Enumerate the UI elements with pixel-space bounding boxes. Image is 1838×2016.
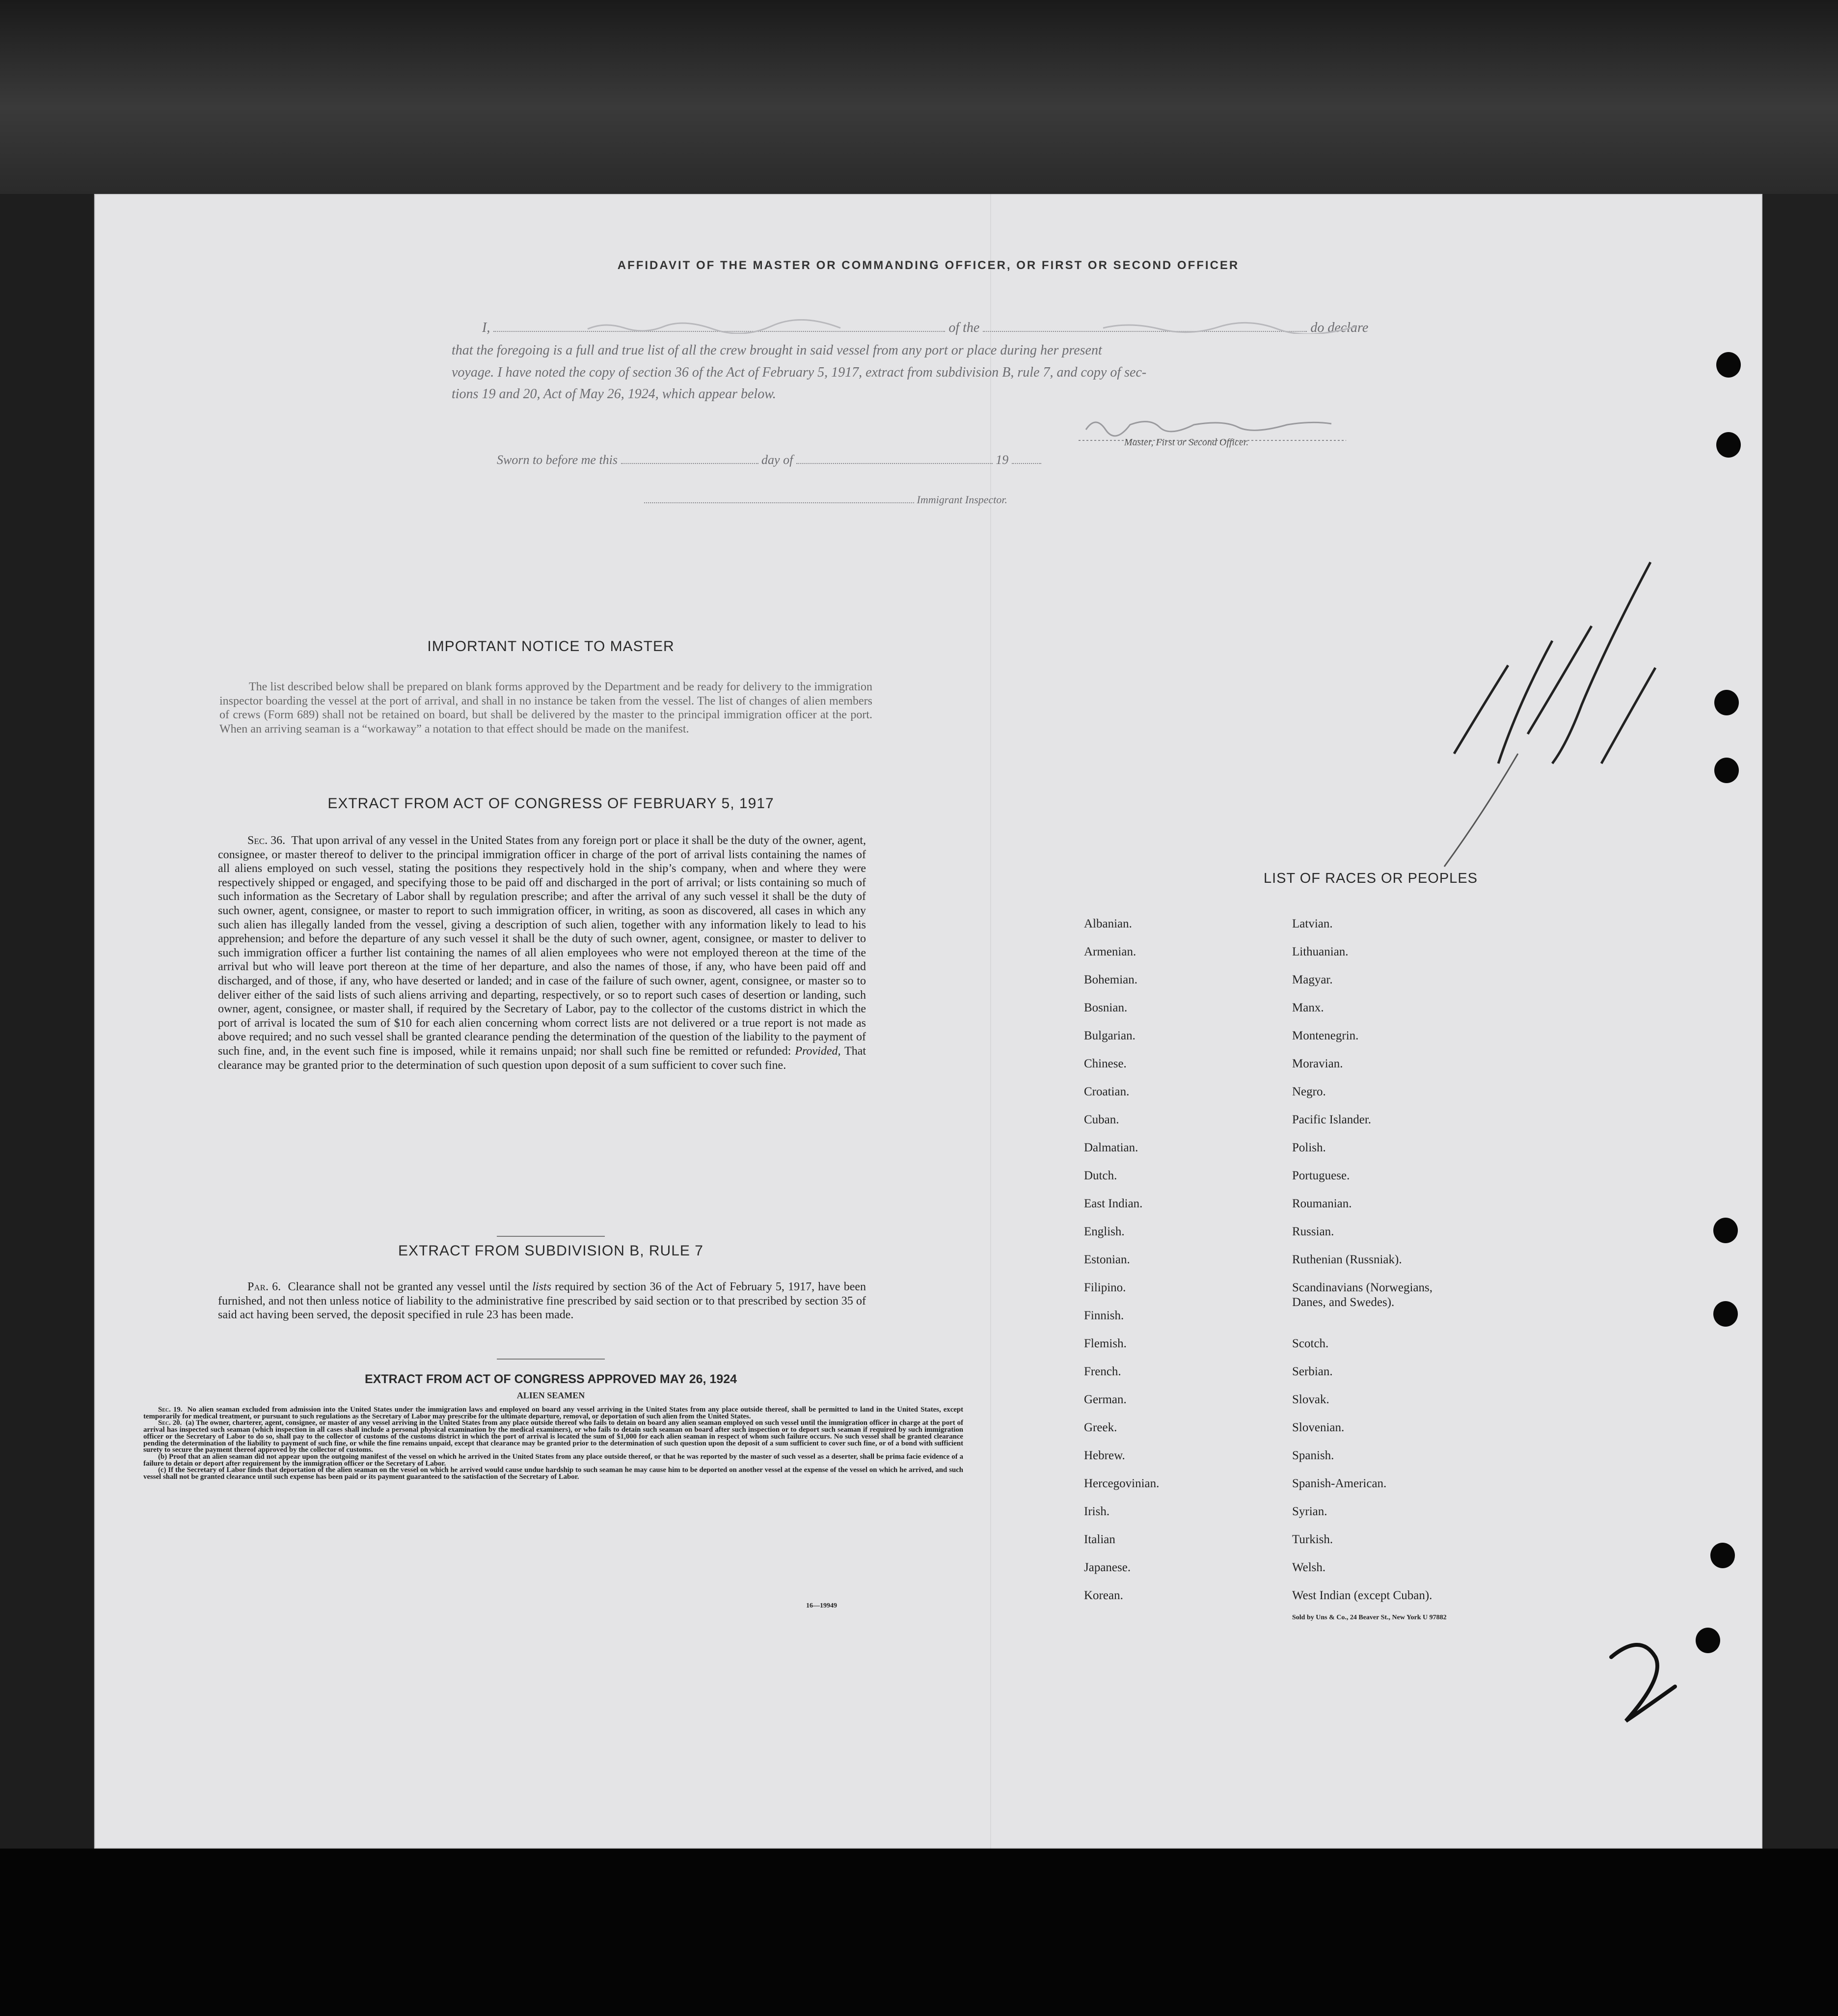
race-item: Bosnian. xyxy=(1084,1001,1128,1014)
inspector-signature-field xyxy=(644,502,914,503)
race-item: Pacific Islander. xyxy=(1292,1113,1372,1126)
notice-paragraph: The list described below shall be prepared on blank forms approved by the Department and be ready for delivery to the immigration inspector boarding the vessel at the port of arrival, and shall in no instance be taken from the vessel. The list of changes of alien members of crews (Form 689) shall not be retained on board, but shall be delivered by the master to the principal immigration officer at the port. When an arriving seaman is a “workaway” a notation to that effect should be made on the manifest. xyxy=(219,681,872,736)
race-item: Albanian. xyxy=(1084,917,1132,930)
sec-20-label: Sec. 20. xyxy=(158,1419,182,1427)
sec-36-paragraph xyxy=(218,834,866,1072)
handwritten-vessel xyxy=(1101,319,1376,334)
race-item: Serbian. xyxy=(1292,1365,1333,1378)
race-item: Roumanian. xyxy=(1292,1197,1352,1210)
scanner-frame-top xyxy=(0,0,1838,194)
extract-1917-title: EXTRACT FROM ACT OF CONGRESS OF FEBRUARY 5, 1917 xyxy=(327,795,774,812)
race-item: Japanese. xyxy=(1084,1561,1131,1574)
race-item: Flemish. xyxy=(1084,1337,1127,1350)
punch-hole xyxy=(1696,1628,1720,1653)
par-6-text-b: required by section 36 of the Act of February 5, 1917, have been furnished, and not then unless notice of liability to the administrative fine prescribed by said section or to that prescribed by section 35 of said act having been served, the deposit specified in rule 23 has been made. xyxy=(218,1280,866,1322)
race-item: Greek. xyxy=(1084,1421,1117,1434)
sec-20a-text: (a) The owner, charterer, agent, consignee, or master of any vessel arriving in the United States from any place outside thereof who fails to detain on board any alien seaman employed on such vessel until the immigration officer in charge at the port of arrival has inspected such seaman (which inspection in all cases shall include a personal physical examination by the medical examiners), or who fails to detain such seaman on board after such inspection or to deport such seaman if required by such immigration officer or the Secretary of Labor to do so, shall pay to the collector of customs of the customs district in which the port of arrival is located the sum of $1,000 for each alien seaman in respect of whom such failure occurs. No such vessel shall be granted clearance pending the determination of the liability to payment of such fine, or while the fine remains unpaid, except that clearance may be granted prior to the determination of such question upon the deposit of a sum sufficient to cover such fine, or of a bond with sufficient surety to secure the payment thereof approved by the collector of customs. xyxy=(143,1419,963,1454)
race-item: Russian. xyxy=(1292,1225,1334,1238)
sworn-line xyxy=(497,453,1041,467)
extract-rule7-text xyxy=(218,1280,866,1322)
affidavit-line-3: voyage. I have noted the copy of section 36 of the Act of February 5, 1917, extract from subdivision B, rule 7, and copy of sec- xyxy=(452,365,1147,380)
extract-1917-text xyxy=(218,834,866,1072)
race-item: Irish. xyxy=(1084,1505,1110,1518)
scanner-frame-right xyxy=(1762,194,1838,2016)
race-item: Syrian. xyxy=(1292,1505,1327,1518)
race-item: Ruthenian (Russniak). xyxy=(1292,1253,1402,1266)
affidavit-title: AFFIDAVIT OF THE MASTER OR COMMANDING OFFICER, OR FIRST OR SECOND OFFICER xyxy=(617,259,1240,272)
handwritten-page-number xyxy=(1596,1637,1695,1736)
affidavit-line-2: that the foregoing is a full and true list of all the crew brought in said vessel from any port or place during her present xyxy=(452,343,1102,358)
form-number: 16—19949 xyxy=(806,1602,837,1609)
sec-20-paragraph xyxy=(143,1420,963,1454)
race-item: Spanish-American. xyxy=(1292,1477,1387,1490)
race-item: Hebrew. xyxy=(1084,1449,1125,1462)
sec-20c-paragraph: (c) If the Secretary of Labor finds that deportation of the alien seaman on the vessel on which he arrived would cause undue hardship to such seaman he may cause him to be deported on another vessel at the expense of the vessel on which he arrived, and such vessel shall not be granted clearance until such expense has been paid or its payment guaranteed to the satisfaction of the Secretary of Labor. xyxy=(143,1466,963,1481)
document-page xyxy=(94,194,1762,1849)
race-item: Bulgarian. xyxy=(1084,1029,1135,1042)
race-item: Korean. xyxy=(1084,1589,1123,1602)
sworn-day-label: day of xyxy=(761,453,793,467)
race-item: Dalmatian. xyxy=(1084,1141,1138,1154)
races-column-2 xyxy=(1292,917,1459,1616)
scanner-frame-left xyxy=(0,194,93,2016)
race-item: West Indian (except Cuban). xyxy=(1292,1589,1433,1602)
race-item: Moravian. xyxy=(1292,1057,1343,1070)
punch-hole xyxy=(1714,690,1739,715)
race-item: English. xyxy=(1084,1225,1125,1238)
punch-hole xyxy=(1716,432,1741,458)
races-title: LIST OF RACES OR PEOPLES xyxy=(1263,871,1478,886)
extract-1924-title: EXTRACT FROM ACT OF CONGRESS APPROVED MAY 26, 1924 xyxy=(364,1372,737,1386)
race-item: East Indian. xyxy=(1084,1197,1143,1210)
race-item: Manx. xyxy=(1292,1001,1324,1014)
race-item: Negro. xyxy=(1292,1085,1326,1098)
affidavit-of-the: of the xyxy=(948,320,980,335)
race-item: Portuguese. xyxy=(1292,1169,1350,1182)
sworn-month-field xyxy=(796,463,993,464)
punch-hole xyxy=(1713,1218,1738,1243)
races-column-1 xyxy=(1084,917,1159,1616)
race-item: Filipino. xyxy=(1084,1281,1126,1294)
race-item: Magyar. xyxy=(1292,973,1333,986)
handwritten-tally-marks xyxy=(1395,557,1670,872)
extract-1924-text xyxy=(143,1407,963,1481)
inspector-caption: Immigrant Inspector. xyxy=(917,493,1008,506)
race-item: Chinese. xyxy=(1084,1057,1127,1070)
sworn-year-field xyxy=(1012,463,1041,464)
race-item: Dutch. xyxy=(1084,1169,1117,1182)
punch-hole xyxy=(1713,1301,1738,1327)
page-fold xyxy=(990,194,991,1849)
sec-19-label: Sec. 19. xyxy=(158,1406,183,1414)
race-item: Slovenian. xyxy=(1292,1421,1345,1434)
race-item: Turkish. xyxy=(1292,1533,1333,1546)
sec-36-text-a: That upon arrival of any vessel in the United States from any foreign port or place it shall be the duty of the owner, agent, consignee, or master thereof to deliver to the principal immigration officer in charge of the port of arrival lists containing the names of all aliens employed on such vessel, stating the positions they respectively hold in the ship’s company, when and where they were respectively shipped or engaged, and specifying those to be paid off and discharged in the port of arrival; or lists containing so much of such information as the Secretary of Labor shall by regulation prescribe; and after the arrival of any such vessel it shall be the duty of such owner, agent, consignee, or master to report to such immigration officer, in writing, as soon as discovered, all cases in which any such alien has illegally landed from the vessel, giving a description of such alien, together with any information likely to lead to his apprehension; and before the departure of any such vessel it shall be the duty of such owner, agent, consignee, or master to deliver to such immigration officer a further list containing the names of all alien employees who were not employed thereon at the time of the arrival but who will leave port thereon at the time of her departure, and also the names of those, if any, who have been paid off and discharged, and of those, if any, who have deserted or landed; and in case of the failure of such owner, agent, consignee, or master so to deliver either of the said lists of such aliens arriving and departing, respectively, or so to report such cases of desertion or landing, such owner, agent, consignee, or master shall, if required by the Secretary of Labor, pay to the collector of the customs district in which the port of arrival is located the sum of $10 for each alien concerning whom correct lists are not delivered or a true report is not made as above required; and no such vessel shall be granted clearance pending the determination of the question of the liability to the payment of such fine, and, in the event such fine is imposed, while it remains unpaid; nor shall such fine be remitted or refunded: xyxy=(218,834,866,1058)
alien-seamen-subtitle: ALIEN SEAMEN xyxy=(516,1390,585,1400)
section-divider xyxy=(497,1236,605,1237)
punch-hole xyxy=(1716,352,1741,378)
race-item: Slovak. xyxy=(1292,1393,1329,1406)
section-divider xyxy=(497,1359,605,1360)
race-item: Welsh. xyxy=(1292,1561,1326,1574)
provided-word: Provided, xyxy=(795,1044,841,1058)
sec-20b-paragraph: (b) Proof that an alien seaman did not appear upon the outgoing manifest of the vessel on which he arrived in the United States from any place outside thereof, or that he was reported by the master of such vessel as a deserter, shall be prima facie evidence of a failure to detain or deport after requirement by the immigration officer or the Secretary of Labor. xyxy=(143,1452,963,1468)
race-item: German. xyxy=(1084,1393,1127,1406)
par-6-text-a: Clearance shall not be granted any vessel until the xyxy=(288,1280,529,1293)
notice-title: IMPORTANT NOTICE TO MASTER xyxy=(427,638,675,654)
inspector-line xyxy=(644,493,1007,506)
race-item: Armenian. xyxy=(1084,945,1136,958)
race-item: Spanish. xyxy=(1292,1449,1334,1462)
sec-19-paragraph xyxy=(143,1407,963,1420)
race-item: Estonian. xyxy=(1084,1253,1130,1266)
race-item: Scotch. xyxy=(1292,1337,1329,1350)
sold-by-imprint: Sold by Uns & Co., 24 Beaver St., New York U 97882 xyxy=(1292,1614,1447,1621)
sec-36-label: Sec. 36. xyxy=(247,834,286,847)
race-item: Italian xyxy=(1084,1533,1115,1546)
race-item: Lithuanian. xyxy=(1292,945,1349,958)
affidavit-do-declare: do declare xyxy=(1310,320,1369,335)
sworn-prefix: Sworn to before me this xyxy=(497,453,618,467)
extract-rule7-title: EXTRACT FROM SUBDIVISION B, RULE 7 xyxy=(398,1243,703,1259)
page-number-glyph xyxy=(1596,1637,1695,1736)
par-6-paragraph xyxy=(218,1280,866,1322)
master-caption: Master, First or Second Officer. xyxy=(1124,437,1249,448)
race-item: Hercegovinian. xyxy=(1084,1477,1160,1490)
sworn-year: 19 xyxy=(996,453,1009,467)
affidavit-line-4: tions 19 and 20, Act of May 26, 1924, which appear below. xyxy=(452,386,776,402)
notice-text xyxy=(219,680,872,736)
race-item: Croatian. xyxy=(1084,1085,1130,1098)
race-item: Montenegrin. xyxy=(1292,1029,1359,1042)
race-item: Bohemian. xyxy=(1084,973,1138,986)
punch-hole xyxy=(1710,1543,1735,1568)
race-item: Cuban. xyxy=(1084,1113,1119,1126)
scanner-frame-bottom xyxy=(0,1849,1838,2016)
race-item: Scandinavians (Norwegians, Danes, and Swedes). xyxy=(1292,1281,1433,1309)
race-item: Polish. xyxy=(1292,1141,1326,1154)
race-item: French. xyxy=(1084,1365,1121,1378)
sec-19-text: No alien seaman excluded from admission into the United States under the immigration laws and employed on board any vessel arriving in the United States from any place outside thereof, shall be permitted to land in the United States, except temporarily for medical treatment, or pursuant to such regulations as the Secretary of Labor may prescribe for the ultimate departure, removal, or deportation of such alien from the United States. xyxy=(143,1406,963,1420)
lists-word: lists xyxy=(532,1280,551,1293)
race-item: Finnish. xyxy=(1084,1309,1124,1322)
par-6-label: Par. 6. xyxy=(247,1280,281,1293)
punch-hole xyxy=(1714,758,1739,783)
sworn-day-field xyxy=(621,463,758,464)
race-item: Latvian. xyxy=(1292,917,1333,930)
sec-36-text-b: That clearance may be granted prior to the determination of such question upon deposit of a sum sufficient to cover such fine. xyxy=(218,1044,866,1072)
handwritten-name xyxy=(585,319,880,334)
affidavit-i: I, xyxy=(482,320,490,335)
